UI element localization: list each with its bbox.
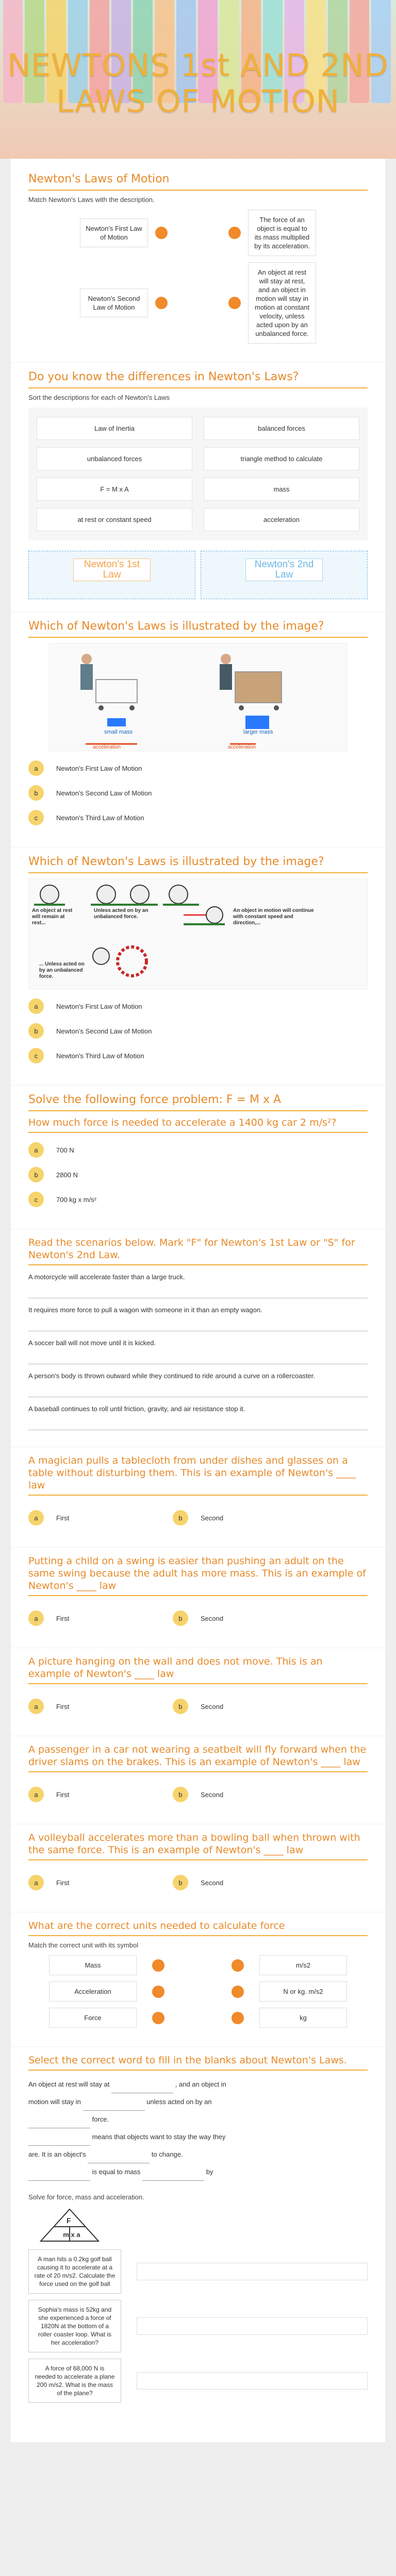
option-text: First xyxy=(56,1702,70,1710)
section-title: Which of Newton's Laws is illustrated by the image? xyxy=(28,855,324,868)
option-text: Second xyxy=(201,1878,224,1887)
problem-text: A force of 68,000 N is needed to accelerate a plane 200 m/s2. What is the mass of the plane? xyxy=(28,2359,121,2403)
option-a[interactable] xyxy=(28,1875,142,1890)
match-left-item[interactable]: Acceleration xyxy=(49,1981,137,2002)
answer-input[interactable] xyxy=(137,2372,368,2389)
option-letter: b xyxy=(173,1875,188,1890)
scenario-text: A baseball continues to roll until friction, gravity, and air resistance stop it. xyxy=(28,1405,245,1413)
section-title: A magician pulls a tablecloth from under dishes and glasses on a table without disturbing them. This is an example of Newton's ____ law xyxy=(28,1455,356,1491)
question-text: How much force is needed to accelerate a 1400 kg car 2 m/s²? xyxy=(28,1117,337,1128)
option-text: Newton's First Law of Motion xyxy=(56,1002,142,1010)
option-b[interactable] xyxy=(28,785,368,801)
shopping-carts-image xyxy=(49,643,347,751)
sort-card[interactable]: at rest or constant speed xyxy=(37,508,192,531)
divider xyxy=(28,1264,368,1265)
divider xyxy=(28,872,368,873)
match-row xyxy=(28,1955,368,1975)
ball-shape xyxy=(93,948,109,964)
divider xyxy=(28,1859,368,1860)
scenario-answer-field[interactable] xyxy=(28,1289,368,1298)
section-title: Which of Newton's Laws is illustrated by the image? xyxy=(28,620,324,633)
text: An object at rest will stay at xyxy=(28,2080,110,2088)
option-text: First xyxy=(56,1878,70,1887)
worksheet xyxy=(11,159,385,2442)
problem-row xyxy=(28,2249,368,2294)
option-letter: a xyxy=(28,998,44,1014)
match-row xyxy=(28,1981,368,2002)
page-title: NEWTONS 1st AND 2ND LAWS OF MOTION xyxy=(7,47,389,120)
section-title: Solve the following force problem: F = M x A xyxy=(28,1093,282,1106)
problem-text: Sophia's mass is 52kg and she experienced a force of 1820N at the bottom of a roller coaster loop. What is her acceleration? xyxy=(28,2300,121,2352)
option-c[interactable] xyxy=(28,1192,368,1207)
options xyxy=(28,1689,368,1723)
cart-wheel xyxy=(239,705,244,710)
option-text: 700 kg x m/s² xyxy=(56,1195,97,1204)
match-row xyxy=(28,262,368,344)
match-right-item[interactable]: kg xyxy=(259,2008,347,2028)
sort-card[interactable]: triangle method to calculate xyxy=(204,447,359,470)
option-b[interactable] xyxy=(173,1787,286,1802)
option-text: Newton's First Law of Motion xyxy=(56,764,142,772)
sort-card[interactable]: balanced forces xyxy=(204,417,359,440)
soccer-balls-image xyxy=(28,878,368,989)
volleyball-question xyxy=(11,1824,385,1912)
match-handle[interactable] xyxy=(228,227,241,239)
option-letter: a xyxy=(28,1875,44,1890)
option-b[interactable] xyxy=(173,1875,286,1890)
cart-wheel xyxy=(98,705,104,710)
option-letter: a xyxy=(28,1611,44,1626)
fill-paragraph xyxy=(28,2076,368,2181)
triangle-top-label: F xyxy=(67,2216,71,2225)
option-text: 700 N xyxy=(56,1146,74,1154)
larger-mass-label: larger mass xyxy=(243,729,273,735)
scenario-text: It requires more force to pull a wagon with someone in it than an empty wagon. xyxy=(28,1306,262,1314)
option-letter: a xyxy=(28,1142,44,1158)
ground xyxy=(184,923,225,925)
ground xyxy=(91,904,158,906)
divider xyxy=(28,1935,368,1936)
blank-field[interactable] xyxy=(28,2120,90,2128)
option-text: Newton's Second Law of Motion xyxy=(56,789,152,797)
scenario-answer-field[interactable] xyxy=(28,1421,368,1430)
match-handle[interactable] xyxy=(155,227,168,239)
divider xyxy=(28,2070,368,2071)
option-text: Newton's Third Law of Motion xyxy=(56,1052,144,1060)
divider xyxy=(28,1495,368,1496)
fill-blanks-section xyxy=(11,2047,385,2421)
small-mass-label: small mass xyxy=(104,729,133,735)
ground xyxy=(163,904,199,906)
option-a[interactable] xyxy=(28,1787,142,1802)
cart-full xyxy=(235,672,282,703)
answer-input[interactable] xyxy=(137,2317,368,2335)
option-letter: a xyxy=(28,1787,44,1802)
divider xyxy=(28,190,368,191)
image-question-carts xyxy=(11,612,385,848)
text: unless acted on by an xyxy=(146,2098,212,2106)
match-handle[interactable] xyxy=(152,1959,164,1972)
person-shape xyxy=(80,664,93,690)
text: to change. xyxy=(151,2150,183,2158)
instruction: Match the correct unit with its symbol xyxy=(28,1941,139,1949)
instruction: Sort the descriptions for each of Newton's Laws xyxy=(28,394,170,401)
bucket-label: Newton's 2nd Law xyxy=(245,558,323,581)
header-banner xyxy=(0,0,396,159)
bucket-label: Newton's 1st Law xyxy=(73,558,151,581)
scenario-answer-field[interactable] xyxy=(28,1322,368,1331)
match-right-item[interactable]: m/s2 xyxy=(259,1955,347,1975)
option-letter: a xyxy=(28,760,44,776)
option-b[interactable] xyxy=(28,1167,368,1182)
blank-field[interactable] xyxy=(28,2173,90,2181)
section-title: A picture hanging on the wall and does not move. This is an example of Newton's ____ law xyxy=(28,1656,323,1680)
option-a[interactable] xyxy=(28,760,368,776)
mass-block-small xyxy=(107,718,126,726)
option-a[interactable] xyxy=(28,1611,142,1626)
divider xyxy=(28,1110,368,1111)
instruction: Solve for force, mass and acceleration. xyxy=(28,2193,144,2201)
match-handle[interactable] xyxy=(152,1986,164,1998)
scenario-answer-field[interactable] xyxy=(28,1355,368,1364)
option-a[interactable] xyxy=(28,998,368,1014)
option-a[interactable] xyxy=(28,1510,142,1526)
scenario-text: A soccer ball will not move until it is kicked. xyxy=(28,1339,156,1347)
ground xyxy=(34,904,65,906)
section-title: A volleyball accelerates more than a bowling ball when thrown with the same force. This is an example of Newton's ____ law xyxy=(28,1832,360,1856)
blank-field[interactable] xyxy=(142,2173,204,2181)
cart-wheel xyxy=(274,705,279,710)
matching-laws-section xyxy=(11,165,385,363)
ball-shape xyxy=(97,885,116,904)
section-title: What are the correct units needed to calculate force xyxy=(28,1920,285,1931)
option-text: 2800 N xyxy=(56,1171,78,1179)
instruction: Match Newton's Laws with the description. xyxy=(28,196,155,204)
force-problem-section xyxy=(11,1086,385,1229)
acceleration-label: acceleration xyxy=(228,744,256,750)
option-c[interactable] xyxy=(28,1048,368,1063)
divider xyxy=(28,387,368,388)
divider xyxy=(28,1595,368,1596)
option-text: Second xyxy=(201,1790,224,1799)
option-letter: b xyxy=(173,1699,188,1714)
sort-items xyxy=(28,408,368,540)
divider xyxy=(28,1683,368,1684)
match-row xyxy=(28,210,368,256)
force-triangle xyxy=(39,2207,101,2243)
units-section xyxy=(11,1912,385,2047)
option-text: First xyxy=(56,1514,70,1522)
ball-shape xyxy=(169,885,188,904)
swing-question xyxy=(11,1548,385,1648)
image-question-balls xyxy=(11,848,385,1086)
caption: ... Unless acted on by an unbalanced force. xyxy=(39,961,85,979)
text: means that objects want to stay the way they xyxy=(92,2133,226,2141)
option-letter: c xyxy=(28,1192,44,1207)
text: are. It is an object's xyxy=(28,2150,86,2158)
option-letter: a xyxy=(28,1699,44,1714)
sort-card[interactable]: unbalanced forces xyxy=(37,447,192,470)
option-b[interactable] xyxy=(173,1510,286,1526)
scenario-text: A motorcycle will accelerate faster than a large truck. xyxy=(28,1273,185,1281)
option-b[interactable] xyxy=(173,1699,286,1714)
section-title: A passenger in a car not wearing a seatbelt will fly forward when the driver slams on the brakes. This is an example of Newton's ____ law xyxy=(28,1744,367,1768)
option-text: Newton's Second Law of Motion xyxy=(56,1027,152,1035)
text: by xyxy=(206,2168,213,2176)
person-shape xyxy=(220,664,232,690)
option-a[interactable] xyxy=(28,1699,142,1714)
sort-card[interactable]: Law of Inertia xyxy=(37,417,192,440)
blank-field[interactable] xyxy=(111,2085,173,2093)
divider xyxy=(28,637,368,638)
option-text: First xyxy=(56,1614,70,1622)
acceleration-label: acceleration xyxy=(93,744,121,750)
option-letter: c xyxy=(28,810,44,825)
match-left-item[interactable]: Newton's Second Law of Motion xyxy=(80,289,148,317)
scenario-text: A person's body is thrown outward while they continued to ride around a curve on a rollercoaster. xyxy=(28,1372,316,1380)
option-a[interactable] xyxy=(28,1142,368,1158)
text: force. xyxy=(92,2115,109,2123)
option-text: Newton's Third Law of Motion xyxy=(56,814,144,822)
options xyxy=(28,1866,368,1900)
options xyxy=(28,1777,368,1811)
bucket-second-law[interactable] xyxy=(201,551,368,599)
option-letter: b xyxy=(28,785,44,801)
cart-wheel xyxy=(129,705,135,710)
section-title: Select the correct word to fill in the blanks about Newton's Laws. xyxy=(28,2055,347,2066)
option-text: Second xyxy=(201,1514,224,1522)
ball-shape xyxy=(206,907,223,923)
text: motion will stay in xyxy=(28,2098,81,2106)
ball-shape xyxy=(40,885,59,904)
triangle-bottom-label: m x a xyxy=(63,2231,80,2239)
option-text: Second xyxy=(201,1702,224,1710)
option-letter: b xyxy=(173,1787,188,1802)
match-left-item[interactable]: Mass xyxy=(49,1955,137,1975)
option-text: First xyxy=(56,1790,70,1799)
option-b[interactable] xyxy=(173,1611,286,1626)
match-handle[interactable] xyxy=(232,2012,244,2024)
section-title: Newton's Laws of Motion xyxy=(28,173,170,185)
option-letter: b xyxy=(28,1167,44,1182)
problem-row xyxy=(28,2359,368,2403)
picture-question xyxy=(11,1648,385,1736)
person-head xyxy=(221,654,231,664)
seatbelt-question xyxy=(11,1736,385,1824)
section-title: Do you know the differences in Newton's Laws? xyxy=(28,370,299,383)
sort-card[interactable]: acceleration xyxy=(204,508,359,531)
section-title: Read the scenarios below. Mark "F" for Newton's 1st Law or "S" for Newton's 2nd Law. xyxy=(28,1237,355,1261)
blank-field[interactable] xyxy=(28,2138,90,2146)
match-handle[interactable] xyxy=(155,297,168,309)
sort-card[interactable]: mass xyxy=(204,478,359,501)
caption: An object in motion will continue with constant speed and direction,... xyxy=(233,908,314,926)
section-title: Putting a child on a swing is easier than pushing an adult on the same swing because the adult has more mass. This is an example of Newton's ____ law xyxy=(28,1555,366,1591)
match-right-item[interactable]: N or kg. m/s2 xyxy=(259,1981,347,2002)
match-right-item[interactable]: The force of an object is equal to its mass multiplied by its acceleration. xyxy=(248,210,316,256)
sort-card[interactable]: F = M x A xyxy=(37,478,192,501)
net-shape xyxy=(118,947,146,976)
problem-row xyxy=(28,2300,368,2352)
cart-empty xyxy=(96,680,137,703)
option-letter: b xyxy=(173,1611,188,1626)
answer-input[interactable] xyxy=(137,2263,368,2280)
match-handle[interactable] xyxy=(228,297,241,309)
blank-field[interactable] xyxy=(88,2155,150,2163)
carts-illustration xyxy=(50,643,347,751)
match-handle[interactable] xyxy=(232,1959,244,1972)
bucket-first-law[interactable] xyxy=(28,551,195,599)
sort-buckets xyxy=(28,551,368,599)
match-left-item[interactable]: Newton's First Law of Motion xyxy=(80,218,148,247)
match-right-item[interactable]: An object at rest will stay at rest, and an object in motion will stay in motion at constant velocity, unless acted upon by an unbalanced force. xyxy=(248,262,316,344)
text: , and an object in xyxy=(175,2080,226,2088)
sorting-section xyxy=(11,363,385,612)
match-row xyxy=(28,2008,368,2028)
divider xyxy=(28,1132,368,1133)
option-b[interactable] xyxy=(28,1023,368,1039)
caption: An object at rest will remain at rest... xyxy=(32,908,73,926)
person-head xyxy=(81,654,92,664)
options xyxy=(28,1501,368,1535)
mass-block-large xyxy=(245,716,269,729)
option-letter: a xyxy=(28,1510,44,1526)
option-letter: b xyxy=(173,1510,188,1526)
tablecloth-question xyxy=(11,1447,385,1548)
match-handle[interactable] xyxy=(152,2012,164,2024)
option-c[interactable] xyxy=(28,810,368,825)
ball-shape xyxy=(130,885,149,904)
option-letter: c xyxy=(28,1048,44,1063)
option-letter: b xyxy=(28,1023,44,1039)
match-left-item[interactable]: Force xyxy=(49,2008,137,2028)
divider xyxy=(28,1771,368,1772)
options xyxy=(28,1601,368,1635)
text: is equal to mass xyxy=(92,2168,141,2176)
option-text: Second xyxy=(201,1614,224,1622)
scenarios-section xyxy=(11,1229,385,1447)
problem-text: A man hits a 0.2kg golf ball causing it to accelerate at a rate of 20 m/s2. Calculate the force used on the golf ball xyxy=(28,2249,121,2294)
blank-field[interactable] xyxy=(83,2103,145,2111)
caption: Unless acted on by an unbalanced force. xyxy=(94,908,148,920)
match-handle[interactable] xyxy=(232,1986,244,1998)
scenario-answer-field[interactable] xyxy=(28,1388,368,1397)
